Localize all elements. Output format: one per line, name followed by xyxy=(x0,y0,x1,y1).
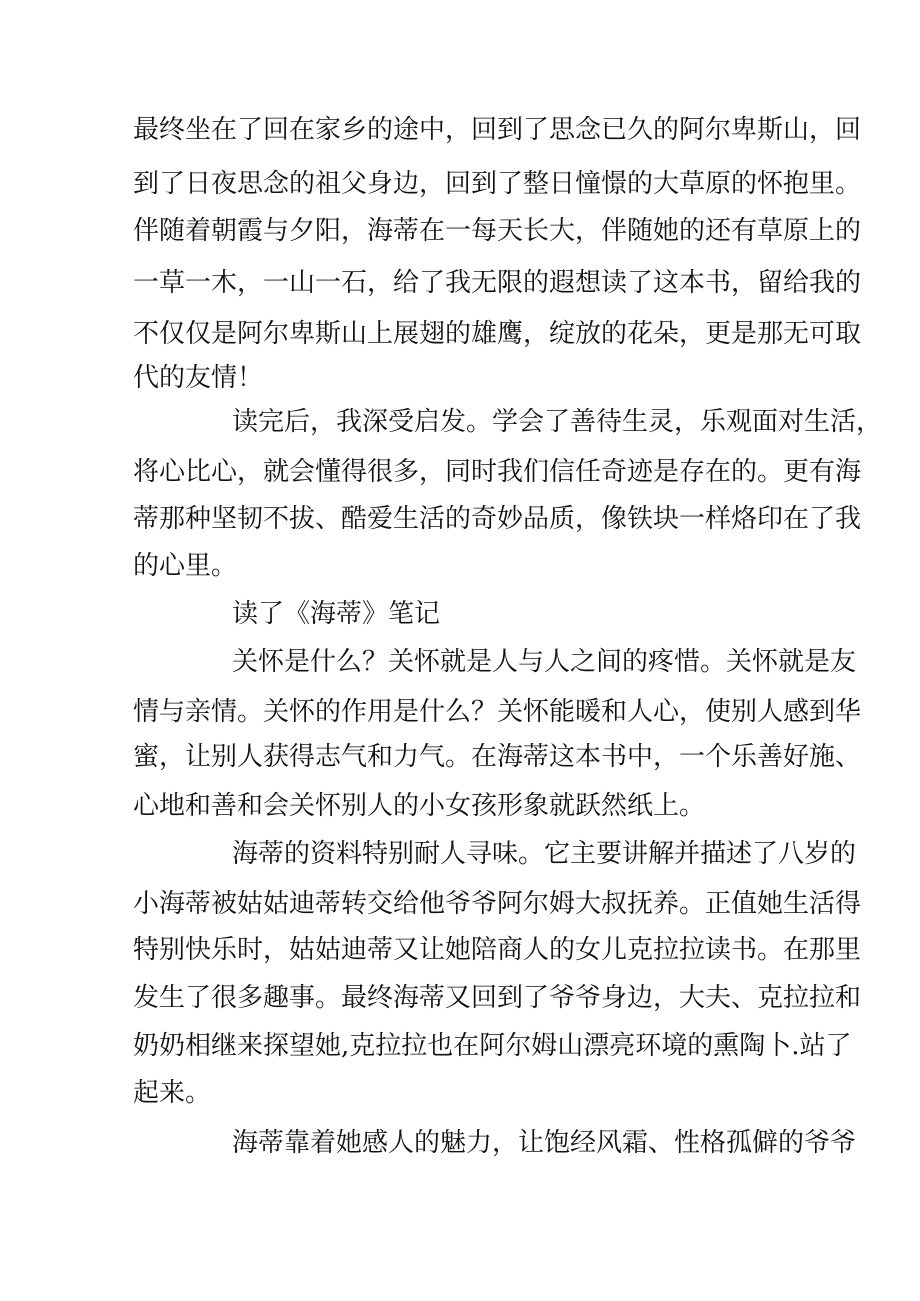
text-line: 将心比心，就会懂得很多，同时我们信任奇迹是存在的。更有海 xyxy=(133,457,862,487)
text-line: 伴随着朝霞与夕阳，海蒂在一每天长大，伴随她的还有草原上的 xyxy=(133,216,862,246)
text-line: 起来。 xyxy=(133,1078,212,1108)
text-line: 最终坐在了回在家乡的途中，回到了思念已久的阿尔卑斯山，回 xyxy=(133,115,862,145)
text-line: 蒂那种坚韧不拔、酷爱生活的奇妙品质，像铁块一样烙印在了我 xyxy=(133,504,862,534)
text-line: 奶奶相继来探望她,克拉拉也在阿尔姆山漂亮环境的熏陶卜.站了 xyxy=(133,1031,852,1061)
text-line: 发生了很多趣事。最终海蒂又回到了爷爷身边，大夫、克拉拉和 xyxy=(133,983,862,1013)
text-line: 心地和善和会关怀别人的小女孩形象就跃然纸上。 xyxy=(133,791,706,821)
text-line: 一草一木，一山一石，给了我无限的遐想读了这本书，留给我的 xyxy=(133,268,862,298)
paragraph-first-line: 海蒂靠着她感人的魅力，让饱经风霜、性格孤僻的爷爷 xyxy=(232,1128,857,1158)
section-heading: 读了《海蒂》笔记 xyxy=(232,599,441,629)
text-line: 代的友情！ xyxy=(133,363,264,393)
text-line: 特别快乐时，姑姑迪蒂又让她陪商人的女儿克拉拉读书。在那里 xyxy=(133,935,862,965)
text-line: 情与亲情。关怀的作用是什么？关怀能暖和人心，使别人感到华 xyxy=(133,697,862,727)
text-line: 到了日夜思念的祖父身边，回到了整日憧憬的大草原的怀抱里。 xyxy=(133,169,862,199)
text-line: 蜜，让别人获得志气和力气。在海蒂这本书中，一个乐善好施、 xyxy=(133,742,862,772)
paragraph-first-line: 读完后，我深受启发。学会了善待生灵，乐观面对生活， xyxy=(232,407,883,437)
paragraph-first-line: 海蒂的资料特别耐人寻味。它主要讲解并描述了八岁的 xyxy=(232,839,857,869)
paragraph-first-line: 关怀是什么？关怀就是人与人之间的疼惜。关怀就是友 xyxy=(232,647,857,677)
text-line: 小海蒂被姑姑迪蒂转交给他爷爷阿尔姆大叔抚养。正值她生活得 xyxy=(133,889,862,919)
text-line: 的心里。 xyxy=(133,551,238,581)
text-line: 不仅仅是阿尔卑斯山上展翅的雄鹰，绽放的花朵，更是那无可取 xyxy=(133,319,862,349)
